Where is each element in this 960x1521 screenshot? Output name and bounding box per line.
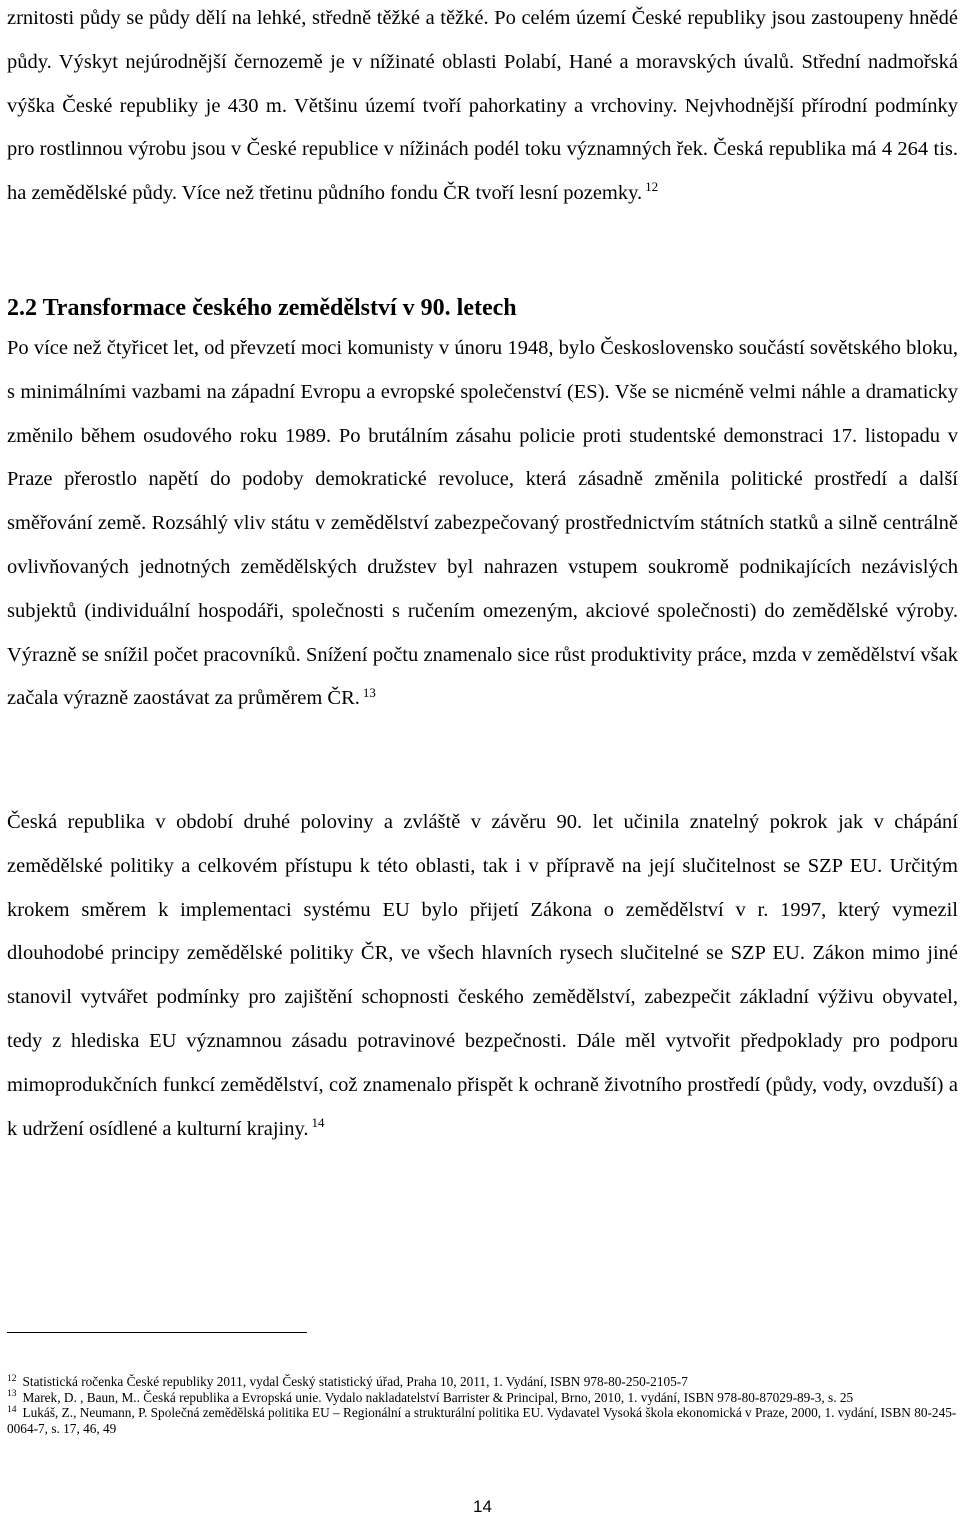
footnote-text: Lukáš, Z., Neumann, P. Společná zemědělská politika EU – Regionální a strukturální politika EU. Vydavatel Vysoká škola ekonomická v Praze, 2000, 1. vydání, ISBN 80-245-0064-7, s. 17, 46, 49 xyxy=(7,1405,957,1436)
footnote-number: 13 xyxy=(7,1389,17,1400)
footnote-number: 14 xyxy=(7,1404,17,1415)
footnote-reference-13[interactable]: 13 xyxy=(362,684,376,700)
page-number: 14 xyxy=(473,1497,492,1516)
footnote-12 xyxy=(7,1374,958,1390)
footnote-text: Statistická ročenka České republiky 2011, vydal Český statistický úřad, Praha 10, 2011, 1. Vydání, ISBN 978-80-250-2105-7 xyxy=(22,1374,688,1389)
footnote-separator xyxy=(7,1332,307,1333)
body-paragraph-1 xyxy=(7,0,958,216)
paragraph-text: Po více než čtyřicet let, od převzetí moci komunisty v únoru 1948, bylo Československo součástí sovětského bloku, s minimálními vazbami na západní Evropu a evropské společenství (ES). Vše se nicméně velmi náhle a dramaticky změnilo během osudového roku 1989. Po brutálním zásahu policie proti studentské demonstraci 17. listopadu v Praze přerostlo napětí do podoby demokratické revoluce, která zásadně změnila politické prostředí a další směřování země. Rozsáhlý vliv státu v zemědělství zabezpečovaný prostřednictvím státních statků a silně centrálně ovlivňovaných jednotných zemědělských družstev byl nahrazen vstupem soukromě podnikajících nezávislých subjektů (individuální hospodáři, společnosti s ručením omezeným, akciové společnosti) do zemědělské výroby. Výrazně se snížil počet pracovníků. Snížení počtu znamenalo sice růst produktivity práce, mzda v zemědělství však začala výrazně zaostávat za průměrem ČR. xyxy=(7,337,958,710)
footnote-number: 12 xyxy=(7,1373,17,1384)
paragraph-text: Česká republika v období druhé poloviny a zvláště v závěru 90. let učinila znatelný pokrok jak v chápání zemědělské politiky a celkovém přístupu k této oblasti, tak i v přípravě na její slučitelnost se SZP EU. Určitým krokem směrem k implementaci systému EU bylo přijetí Zákona o zemědělství v r. 1997, který vymezil dlouhodobé principy zemědělské politiky ČR, ve všech hlavních rysech slučitelné se SZP EU. Zákon mimo jiné stanovil vytvářet podmínky pro zajištění schopnosti českého zemědělství, zabezpečit základní výživu obyvatel, tedy z hlediska EU významnou zásadu potravinové bezpečnosti. Dále měl vytvořit předpoklady pro podporu mimoprodukčních funkcí zemědělství, což znamenalo přispět k ochraně životního prostředí (půdy, vody, ovzduší) a k udržení osídlené a kulturní krajiny. xyxy=(7,811,958,1140)
section-heading: 2.2 Transformace českého zemědělství v 90. letech xyxy=(7,295,517,321)
body-paragraph-2 xyxy=(7,327,958,721)
footnote-14 xyxy=(7,1405,958,1436)
paragraph-text: zrnitosti půdy se půdy dělí na lehké, středně těžké a těžké. Po celém území České republiky jsou zastoupeny hnědé půdy. Výskyt nejúrodnější černozemě je v nížinaté oblasti Polabí, Hané a moravských úvalů. Střední nadmořská výška České republiky je 430 m. Většinu území tvoří pahorkatiny a vrchoviny. Nejvhodnější přírodní podmínky pro rostlinnou výrobu jsou v České republice v nížinách podél toku významných řek. Česká republika má 4 264 tis. ha zemědělské půdy. Více než třetinu půdního fondu ČR tvoří lesní pozemky. xyxy=(7,7,958,205)
body-paragraph-3 xyxy=(7,801,958,1151)
footnote-reference-12[interactable]: 12 xyxy=(645,179,659,195)
footnote-13 xyxy=(7,1390,958,1406)
footnote-reference-14[interactable]: 14 xyxy=(311,1114,325,1130)
footnote-text: Marek, D. , Baun, M.. Česká republika a Evropská unie. Vydalo nakladatelství Barrister & Principal, Brno, 2010, 1. vydání, ISBN 978-80-87029-89-3, s. 25 xyxy=(22,1389,854,1405)
footnotes xyxy=(7,1374,958,1436)
